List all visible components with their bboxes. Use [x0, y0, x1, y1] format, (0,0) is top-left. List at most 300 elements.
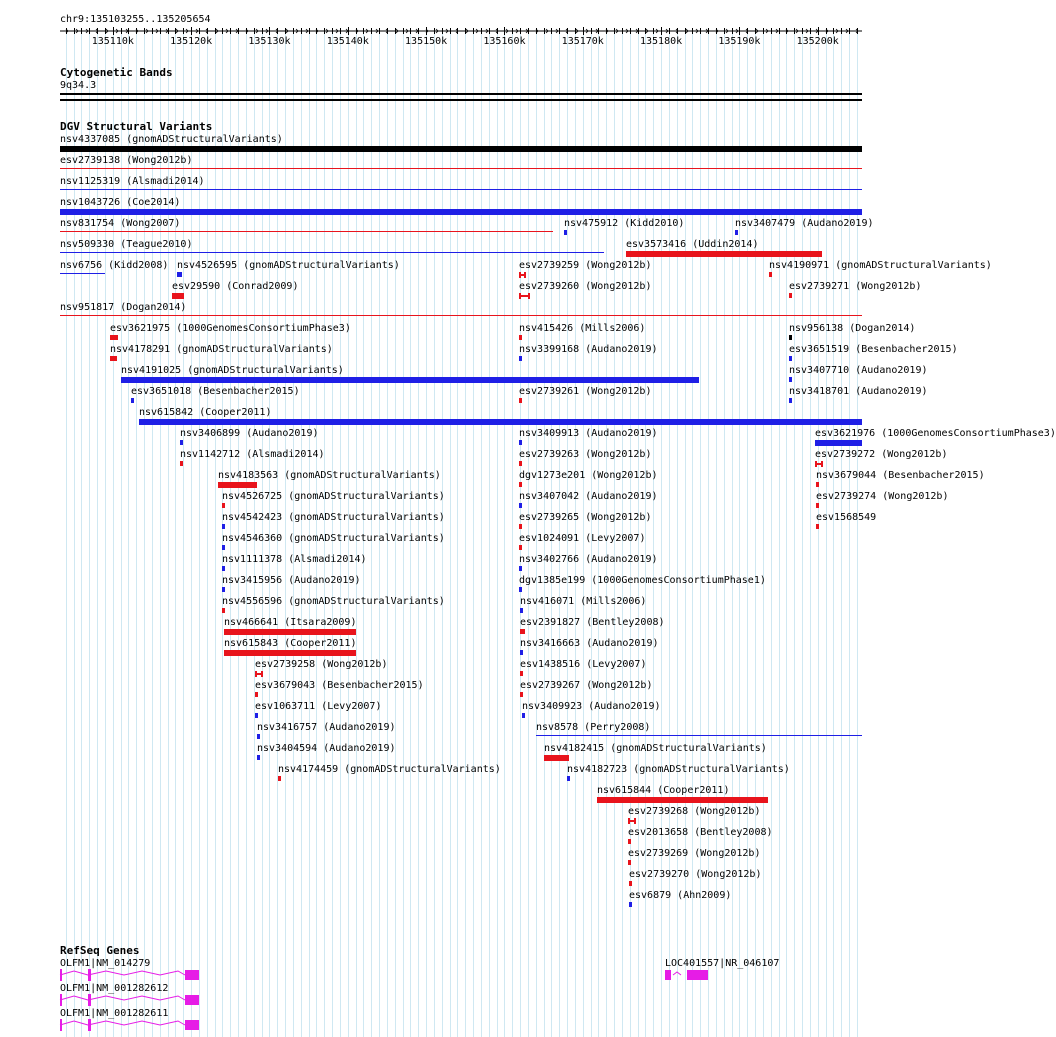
- dgv-feature-source: Audano2019: [294, 575, 355, 586]
- gridline: [771, 28, 772, 1037]
- dgv-feature-bar[interactable]: [255, 713, 258, 718]
- dgv-feature-marker: [521, 274, 524, 276]
- dgv-feature-source: Audano2019: [329, 743, 390, 754]
- dgv-feature-label[interactable]: nsv466641 (Itsara2009): [224, 617, 357, 628]
- dgv-feature-source: Alsmadi2014: [252, 449, 319, 460]
- dgv-feature-label[interactable]: esv2739267 (Wong2012b): [520, 680, 653, 691]
- dgv-feature-bar[interactable]: [110, 335, 118, 340]
- dgv-feature-source: Cooper2011: [290, 638, 351, 649]
- dgv-feature-bar[interactable]: [121, 377, 699, 383]
- gridline: [779, 28, 780, 1037]
- dgv-feature-source: Wong2012b: [132, 155, 187, 166]
- dgv-feature-label[interactable]: esv2739259 (Wong2012b): [519, 260, 652, 271]
- dgv-feature-marker: [521, 295, 528, 297]
- dgv-feature-label[interactable]: esv1568549: [816, 512, 877, 523]
- dgv-feature-source: gnomADStructuralVariants: [290, 470, 435, 481]
- dgv-feature-label[interactable]: esv2391827 (Bentley2008): [520, 617, 665, 628]
- dgv-feature-source: Wong2012b: [591, 260, 646, 271]
- dgv-feature-label[interactable]: nsv4526725 (gnomADStructuralVariants): [222, 491, 445, 502]
- gridline: [504, 28, 505, 1037]
- dgv-feature-label[interactable]: nsv3416757 (Audano2019): [257, 722, 396, 733]
- dgv-feature-bar[interactable]: [520, 608, 523, 613]
- dgv-feature-source: Audano2019: [592, 638, 653, 649]
- dgv-feature-bar[interactable]: [110, 356, 117, 361]
- dgv-feature-bar[interactable]: [222, 545, 225, 550]
- gridline: [512, 28, 513, 1037]
- dgv-feature-bar[interactable]: [224, 629, 356, 635]
- dgv-feature-bar[interactable]: [255, 671, 263, 677]
- dgv-feature-source: Wong2012b: [592, 680, 647, 691]
- dgv-feature-source: Audano2019: [861, 365, 922, 376]
- ruler-tick-label: 135200k: [796, 36, 839, 47]
- dgv-feature-label[interactable]: nsv3407710 (Audano2019): [789, 365, 928, 376]
- dgv-feature-source: Audano2019: [861, 386, 922, 397]
- dgv-feature-label[interactable]: nsv3404594 (Audano2019): [257, 743, 396, 754]
- dgv-feature-label[interactable]: esv2739138 (Wong2012b): [60, 155, 193, 166]
- refseq-gene-model[interactable]: [60, 969, 201, 981]
- dgv-feature-source: gnomADStructuralVariants: [132, 134, 277, 145]
- refseq-gene-model[interactable]: [665, 969, 710, 981]
- dgv-feature-label[interactable]: esv2739269 (Wong2012b): [628, 848, 761, 859]
- dgv-feature-bar[interactable]: [60, 168, 862, 169]
- refseq-exon: [88, 994, 91, 1006]
- track-divider: [60, 99, 862, 101]
- dgv-feature-label[interactable]: nsv3407479 (Audano2019): [735, 218, 874, 229]
- dgv-feature-source: Besenbacher2015: [203, 386, 294, 397]
- dgv-feature-source: Audano2019: [591, 491, 652, 502]
- dgv-feature-marker: [257, 673, 261, 675]
- dgv-feature-bar[interactable]: [255, 692, 258, 697]
- dgv-feature-source: Teague2010: [126, 239, 187, 250]
- dgv-feature-label[interactable]: esv2013658 (Bentley2008): [628, 827, 773, 838]
- dgv-feature-label[interactable]: esv3621976 (1000GenomesConsortiumPhase3): [815, 428, 1056, 439]
- dgv-feature-source: Audano2019: [329, 722, 390, 733]
- dgv-feature-bar[interactable]: [519, 566, 522, 571]
- dgv-feature-label[interactable]: nsv1111378 (Alsmadi2014): [222, 554, 367, 565]
- dgv-feature-label[interactable]: nsv3409913 (Audano2019): [519, 428, 658, 439]
- dgv-feature-source: Wong2012b: [888, 491, 943, 502]
- gridline: [215, 28, 216, 1037]
- dgv-feature-label[interactable]: nsv416071 (Mills2006): [520, 596, 647, 607]
- dgv-feature-bar[interactable]: [628, 839, 631, 844]
- dgv-feature-source: Wong2012b: [591, 449, 646, 460]
- dgv-feature-source: gnomADStructuralVariants: [182, 344, 327, 355]
- ruler-tick-label: 135150k: [405, 36, 448, 47]
- dgv-feature-label[interactable]: nsv3418701 (Audano2019): [789, 386, 928, 397]
- ruler-tick-label: 135170k: [561, 36, 604, 47]
- dgv-feature-source: gnomADStructuralVariants: [294, 533, 439, 544]
- dgv-feature-source: Coe2014: [132, 197, 175, 208]
- dgv-feature-label[interactable]: dgv1385e199 (1000GenomesConsortiumPhase1): [519, 575, 766, 586]
- dgv-feature-source: Perry2008: [590, 722, 645, 733]
- gridline: [481, 28, 482, 1037]
- dgv-feature-bar[interactable]: [519, 356, 522, 361]
- ruler-tick-label: 135140k: [326, 36, 369, 47]
- refseq-intron-line: [60, 1021, 185, 1025]
- dgv-feature-source: gnomADStructuralVariants: [294, 491, 439, 502]
- dgv-feature-source: Wong2012b: [701, 869, 756, 880]
- dgv-feature-label[interactable]: nsv4546360 (gnomADStructuralVariants): [222, 533, 445, 544]
- dgv-feature-label[interactable]: nsv951817 (Dogan2014): [60, 302, 187, 313]
- dgv-feature-bar[interactable]: [629, 902, 632, 907]
- dgv-feature-bar[interactable]: [519, 587, 522, 592]
- refseq-gene-label[interactable]: OLFM1|NM_001282612: [60, 983, 169, 994]
- dgv-feature-bar[interactable]: [536, 735, 862, 736]
- dgv-feature-label[interactable]: esv29590 (Conrad2009): [172, 281, 299, 292]
- dgv-feature-label[interactable]: nsv509330 (Teague2010): [60, 239, 193, 250]
- dgv-feature-source: gnomADStructuralVariants: [294, 596, 439, 607]
- refseq-gene-model[interactable]: [60, 1019, 201, 1031]
- dgv-feature-bar[interactable]: [60, 209, 862, 215]
- gridline: [450, 28, 451, 1037]
- ruler-tick-label: 135120k: [170, 36, 213, 47]
- dgv-feature-bar[interactable]: [769, 272, 772, 277]
- dgv-feature-marker: [817, 463, 821, 465]
- dgv-feature-label[interactable]: nsv3409923 (Audano2019): [522, 701, 661, 712]
- dgv-feature-bar[interactable]: [522, 713, 525, 718]
- dgv-feature-source: 1000GenomesConsortiumPhase3: [182, 323, 345, 334]
- gridline: [826, 28, 827, 1037]
- gridline: [857, 28, 858, 1037]
- dgv-feature-label[interactable]: nsv4526595 (gnomADStructuralVariants): [177, 260, 400, 271]
- dgv-feature-source: Dogan2014: [126, 302, 181, 313]
- dgv-feature-label[interactable]: nsv4182723 (gnomADStructuralVariants): [567, 764, 790, 775]
- dgv-feature-bar[interactable]: [60, 231, 553, 232]
- gridline: [473, 28, 474, 1037]
- ruler-tick-label: 135180k: [639, 36, 683, 47]
- dgv-feature-label[interactable]: nsv415426 (Mills2006): [519, 323, 646, 334]
- refseq-intron-line: [60, 996, 185, 1000]
- ruler-tick-label: 135190k: [718, 36, 761, 47]
- dgv-feature-bar[interactable]: [567, 776, 570, 781]
- gridline: [457, 28, 458, 1037]
- dgv-feature-bar[interactable]: [628, 860, 631, 865]
- dgv-feature-source: gnomADStructuralVariants: [616, 743, 761, 754]
- dgv-feature-bar[interactable]: [218, 482, 257, 488]
- dgv-feature-label[interactable]: nsv4190971 (gnomADStructuralVariants): [769, 260, 992, 271]
- dgv-feature-label[interactable]: esv2739261 (Wong2012b): [519, 386, 652, 397]
- dgv-feature-source: Wong2012b: [591, 386, 646, 397]
- dgv-feature-bar[interactable]: [278, 776, 281, 781]
- gridline: [207, 28, 208, 1037]
- dgv-feature-bar[interactable]: [520, 692, 523, 697]
- gridline: [465, 28, 466, 1037]
- ruler-tick-label: 135160k: [483, 36, 526, 47]
- dgv-feature-bar[interactable]: [520, 650, 523, 655]
- dgv-feature-source: Cooper2011: [663, 785, 724, 796]
- dgv-feature-source: gnomADStructuralVariants: [350, 764, 495, 775]
- gridline: [716, 28, 717, 1037]
- dgv-feature-bar[interactable]: [519, 461, 522, 466]
- dgv-feature-source: gnomADStructuralVariants: [841, 260, 986, 271]
- dgv-feature-label[interactable]: nsv4542423 (gnomADStructuralVariants): [222, 512, 445, 523]
- dgv-feature-bar[interactable]: [815, 440, 862, 446]
- refseq-exon: [185, 1020, 199, 1030]
- dgv-feature-bar[interactable]: [626, 251, 822, 257]
- refseq-exon: [185, 970, 199, 980]
- refseq-exon: [60, 994, 62, 1006]
- dgv-feature-label[interactable]: esv2739260 (Wong2012b): [519, 281, 652, 292]
- gridline: [818, 28, 819, 1037]
- dgv-feature-label[interactable]: nsv831754 (Wong2007): [60, 218, 181, 229]
- dgv-feature-label[interactable]: nsv3406899 (Audano2019): [180, 428, 319, 439]
- dgv-feature-source: Kidd2010: [630, 218, 679, 229]
- dgv-feature-bar[interactable]: [789, 398, 792, 403]
- dgv-feature-label[interactable]: nsv4337085 (gnomADStructuralVariants): [60, 134, 283, 145]
- refseq-exon: [185, 995, 199, 1005]
- dgv-feature-label[interactable]: nsv4191025 (gnomADStructuralVariants): [121, 365, 344, 376]
- refseq-intron-line: [673, 972, 681, 975]
- gridline: [794, 28, 795, 1037]
- dgv-feature-bar[interactable]: [816, 482, 819, 487]
- gridline: [692, 28, 693, 1037]
- dgv-feature-label[interactable]: nsv615844 (Cooper2011): [597, 785, 730, 796]
- dgv-feature-bar[interactable]: [629, 881, 632, 886]
- ruler-tick-label: 135110k: [91, 36, 134, 47]
- dgv-feature-bar[interactable]: [519, 272, 526, 278]
- dgv-feature-source: Wong2012b: [887, 449, 942, 460]
- dgv-feature-bar[interactable]: [180, 440, 183, 445]
- dgv-feature-label[interactable]: nsv4183563 (gnomADStructuralVariants): [218, 470, 441, 481]
- gridline: [661, 28, 662, 1037]
- dgv-feature-bar[interactable]: [789, 335, 792, 340]
- dgv-feature-source: Besenbacher2015: [861, 344, 952, 355]
- dgv-feature-bar[interactable]: [597, 797, 768, 803]
- dgv-feature-label[interactable]: dgv1273e201 (Wong2012b): [519, 470, 658, 481]
- refseq-gene-label[interactable]: LOC401557|NR_046107: [665, 958, 780, 969]
- dgv-feature-label[interactable]: nsv3407042 (Audano2019): [519, 491, 658, 502]
- dgv-feature-source: Levy2007: [327, 701, 376, 712]
- dgv-feature-label[interactable]: nsv3416663 (Audano2019): [520, 638, 659, 649]
- dgv-feature-bar[interactable]: [222, 608, 225, 613]
- dgv-feature-bar[interactable]: [519, 524, 522, 529]
- dgv-feature-bar[interactable]: [172, 293, 184, 299]
- dgv-feature-label[interactable]: nsv3415956 (Audano2019): [222, 575, 361, 586]
- dgv-feature-source: Bentley2008: [700, 827, 767, 838]
- dgv-feature-bar[interactable]: [789, 377, 792, 382]
- dgv-feature-label[interactable]: nsv4178291 (gnomADStructuralVariants): [110, 344, 333, 355]
- gridline: [739, 28, 740, 1037]
- dgv-feature-label[interactable]: nsv3402766 (Audano2019): [519, 554, 658, 565]
- dgv-feature-label[interactable]: esv3651519 (Besenbacher2015): [789, 344, 958, 355]
- dgv-feature-source: Wong2012b: [861, 281, 916, 292]
- refseq-track-title: RefSeq Genes: [60, 944, 140, 957]
- cytoband-label: 9q34.3: [60, 80, 97, 91]
- dgv-feature-source: Conrad2009: [232, 281, 293, 292]
- dgv-feature-bar[interactable]: [789, 293, 792, 298]
- dgv-feature-label[interactable]: nsv475912 (Kidd2010): [564, 218, 685, 229]
- dgv-feature-label[interactable]: nsv3679044 (Besenbacher2015): [816, 470, 985, 481]
- gridline: [732, 28, 733, 1037]
- dgv-feature-bar[interactable]: [544, 755, 569, 761]
- dgv-feature-source: Ahn2009: [683, 890, 726, 901]
- dgv-feature-bar[interactable]: [519, 545, 522, 550]
- dgv-feature-label[interactable]: nsv8578 (Perry2008): [536, 722, 651, 733]
- dgv-feature-source: Mills2006: [586, 596, 641, 607]
- dgv-feature-label[interactable]: nsv3399168 (Audano2019): [519, 344, 658, 355]
- dgv-feature-source: Wong2012b: [700, 848, 755, 859]
- refseq-exon: [687, 970, 708, 980]
- dgv-feature-source: Wong2012b: [597, 470, 652, 481]
- dgv-feature-label[interactable]: nsv1142712 (Alsmadi2014): [180, 449, 325, 460]
- dgv-feature-source: Alsmadi2014: [132, 176, 199, 187]
- dgv-feature-bar[interactable]: [224, 650, 356, 656]
- refseq-gene-label[interactable]: OLFM1|NM_014279: [60, 958, 151, 969]
- refseq-exon: [60, 969, 62, 981]
- dgv-feature-label[interactable]: esv1063711 (Levy2007): [255, 701, 382, 712]
- gridline: [724, 28, 725, 1037]
- dgv-feature-label[interactable]: esv2739263 (Wong2012b): [519, 449, 652, 460]
- dgv-feature-bar[interactable]: [60, 252, 604, 253]
- dgv-feature-source: Kidd2008: [114, 260, 163, 271]
- refseq-intron-line: [60, 971, 185, 975]
- dgv-feature-source: Bentley2008: [592, 617, 659, 628]
- dgv-feature-bar[interactable]: [628, 818, 636, 824]
- dgv-feature-label[interactable]: nsv615842 (Cooper2011): [139, 407, 272, 418]
- dgv-feature-source: Alsmadi2014: [294, 554, 361, 565]
- gridline: [685, 28, 686, 1037]
- refseq-exon: [88, 1019, 91, 1031]
- dgv-feature-bar[interactable]: [60, 189, 862, 190]
- dgv-feature-source: Audano2019: [807, 218, 868, 229]
- dgv-feature-label[interactable]: nsv956138 (Dogan2014): [789, 323, 916, 334]
- dgv-feature-bar[interactable]: [735, 230, 738, 235]
- dgv-feature-bar[interactable]: [519, 503, 522, 508]
- dgv-feature-label[interactable]: esv6879 (Ahn2009): [629, 890, 732, 901]
- dgv-feature-label[interactable]: nsv615843 (Cooper2011): [224, 638, 357, 649]
- dgv-feature-source: Besenbacher2015: [888, 470, 979, 481]
- refseq-exon: [88, 969, 91, 981]
- dgv-feature-bar[interactable]: [816, 524, 819, 529]
- dgv-feature-source: gnomADStructuralVariants: [193, 365, 338, 376]
- dgv-feature-source: Itsara2009: [290, 617, 351, 628]
- gridline: [802, 28, 803, 1037]
- dgv-feature-source: Wong2012b: [591, 281, 646, 292]
- dgv-feature-source: 1000GenomesConsortiumPhase3: [887, 428, 1050, 439]
- dgv-feature-label[interactable]: esv3679043 (Besenbacher2015): [255, 680, 424, 691]
- dgv-feature-bar[interactable]: [139, 419, 862, 425]
- dgv-feature-source: Mills2006: [585, 323, 640, 334]
- dgv-feature-source: Cooper2011: [205, 407, 266, 418]
- dgv-feature-source: Wong2012b: [700, 806, 755, 817]
- dgv-feature-bar[interactable]: [816, 503, 819, 508]
- dgv-feature-label[interactable]: esv2739274 (Wong2012b): [816, 491, 949, 502]
- dgv-feature-label[interactable]: nsv1043726 (Coe2014): [60, 197, 181, 208]
- refseq-exon: [665, 970, 671, 980]
- dgv-feature-bar[interactable]: [519, 335, 522, 340]
- cytobands-title: Cytogenetic Bands: [60, 66, 173, 79]
- dgv-feature-bar[interactable]: [519, 482, 522, 487]
- ruler-tick-label: 135130k: [248, 36, 291, 47]
- dgv-feature-source: Besenbacher2015: [327, 680, 418, 691]
- dgv-feature-label[interactable]: esv3651018 (Besenbacher2015): [131, 386, 300, 397]
- dgv-feature-marker: [630, 820, 634, 822]
- dgv-feature-bar[interactable]: [519, 398, 522, 403]
- dgv-feature-bar[interactable]: [177, 272, 182, 277]
- dgv-feature-bar[interactable]: [222, 587, 225, 592]
- dgv-feature-label[interactable]: esv2739265 (Wong2012b): [519, 512, 652, 523]
- dgv-feature-label[interactable]: esv3621975 (1000GenomesConsortiumPhase3): [110, 323, 351, 334]
- dgv-feature-bar[interactable]: [564, 230, 567, 235]
- gridline: [497, 28, 498, 1037]
- dgv-feature-bar[interactable]: [520, 629, 525, 634]
- gridline: [786, 28, 787, 1037]
- refseq-gene-label[interactable]: OLFM1|NM_001282611: [60, 1008, 169, 1019]
- dgv-feature-bar[interactable]: [519, 440, 522, 445]
- dgv-feature-label[interactable]: esv3573416 (Uddin2014): [626, 239, 759, 250]
- dgv-feature-label[interactable]: nsv1125319 (Alsmadi2014): [60, 176, 205, 187]
- dgv-feature-source: Audano2019: [252, 428, 313, 439]
- gridline: [755, 28, 756, 1037]
- dgv-feature-label[interactable]: nsv4174459 (gnomADStructuralVariants): [278, 764, 501, 775]
- dgv-feature-bar[interactable]: [60, 273, 105, 274]
- dgv-feature-source: Audano2019: [591, 554, 652, 565]
- dgv-feature-source: Audano2019: [594, 701, 655, 712]
- dgv-feature-source: gnomADStructuralVariants: [294, 512, 439, 523]
- dgv-feature-bar[interactable]: [222, 503, 225, 508]
- cytoband-bar: [60, 93, 862, 95]
- dgv-track-title: DGV Structural Variants: [60, 120, 213, 133]
- dgv-feature-bar[interactable]: [815, 461, 823, 467]
- gridline: [810, 28, 811, 1037]
- ruler: [0, 24, 890, 70]
- dgv-feature-bar[interactable]: [222, 566, 225, 571]
- dgv-feature-source: 1000GenomesConsortiumPhase1: [597, 575, 760, 586]
- dgv-feature-bar[interactable]: [520, 671, 523, 676]
- dgv-feature-label[interactable]: esv2739272 (Wong2012b): [815, 449, 948, 460]
- dgv-feature-label[interactable]: esv2739268 (Wong2012b): [628, 806, 761, 817]
- dgv-feature-bar[interactable]: [60, 315, 862, 316]
- dgv-feature-label[interactable]: esv1438516 (Levy2007): [520, 659, 647, 670]
- gridline: [677, 28, 678, 1037]
- dgv-feature-label[interactable]: esv2739271 (Wong2012b): [789, 281, 922, 292]
- dgv-feature-bar[interactable]: [222, 524, 225, 529]
- position-label: chr9:135103255..135205654: [60, 14, 211, 25]
- gridline: [669, 28, 670, 1037]
- dgv-feature-bar[interactable]: [60, 146, 862, 152]
- dgv-feature-source: Uddin2014: [698, 239, 753, 250]
- dgv-feature-source: Levy2007: [592, 659, 641, 670]
- dgv-feature-label[interactable]: nsv4556596 (gnomADStructuralVariants): [222, 596, 445, 607]
- dgv-feature-label[interactable]: nsv4182415 (gnomADStructuralVariants): [544, 743, 767, 754]
- dgv-feature-source: Dogan2014: [855, 323, 910, 334]
- dgv-feature-bar[interactable]: [131, 398, 134, 403]
- dgv-feature-source: Audano2019: [591, 344, 652, 355]
- refseq-exon: [60, 1019, 62, 1031]
- dgv-feature-label[interactable]: esv1024091 (Levy2007): [519, 533, 646, 544]
- dgv-feature-label[interactable]: nsv6756 (Kidd2008): [60, 260, 169, 271]
- dgv-feature-source: Wong2012b: [327, 659, 382, 670]
- gridline: [763, 28, 764, 1037]
- dgv-feature-bar[interactable]: [180, 461, 183, 466]
- dgv-feature-source: gnomADStructuralVariants: [639, 764, 784, 775]
- dgv-feature-source: gnomADStructuralVariants: [249, 260, 394, 271]
- refseq-gene-model[interactable]: [60, 994, 201, 1006]
- gridline: [841, 28, 842, 1037]
- dgv-feature-source: Audano2019: [591, 428, 652, 439]
- dgv-feature-bar[interactable]: [789, 356, 792, 361]
- gridline: [849, 28, 850, 1037]
- dgv-feature-source: Wong2007: [126, 218, 175, 229]
- dgv-feature-label[interactable]: esv2739270 (Wong2012b): [629, 869, 762, 880]
- dgv-feature-bar[interactable]: [519, 293, 530, 299]
- dgv-feature-bar[interactable]: [257, 755, 260, 760]
- dgv-feature-source: Levy2007: [591, 533, 640, 544]
- dgv-feature-bar[interactable]: [257, 734, 260, 739]
- gridline: [489, 28, 490, 1037]
- gridline: [708, 28, 709, 1037]
- dgv-feature-label[interactable]: esv2739258 (Wong2012b): [255, 659, 388, 670]
